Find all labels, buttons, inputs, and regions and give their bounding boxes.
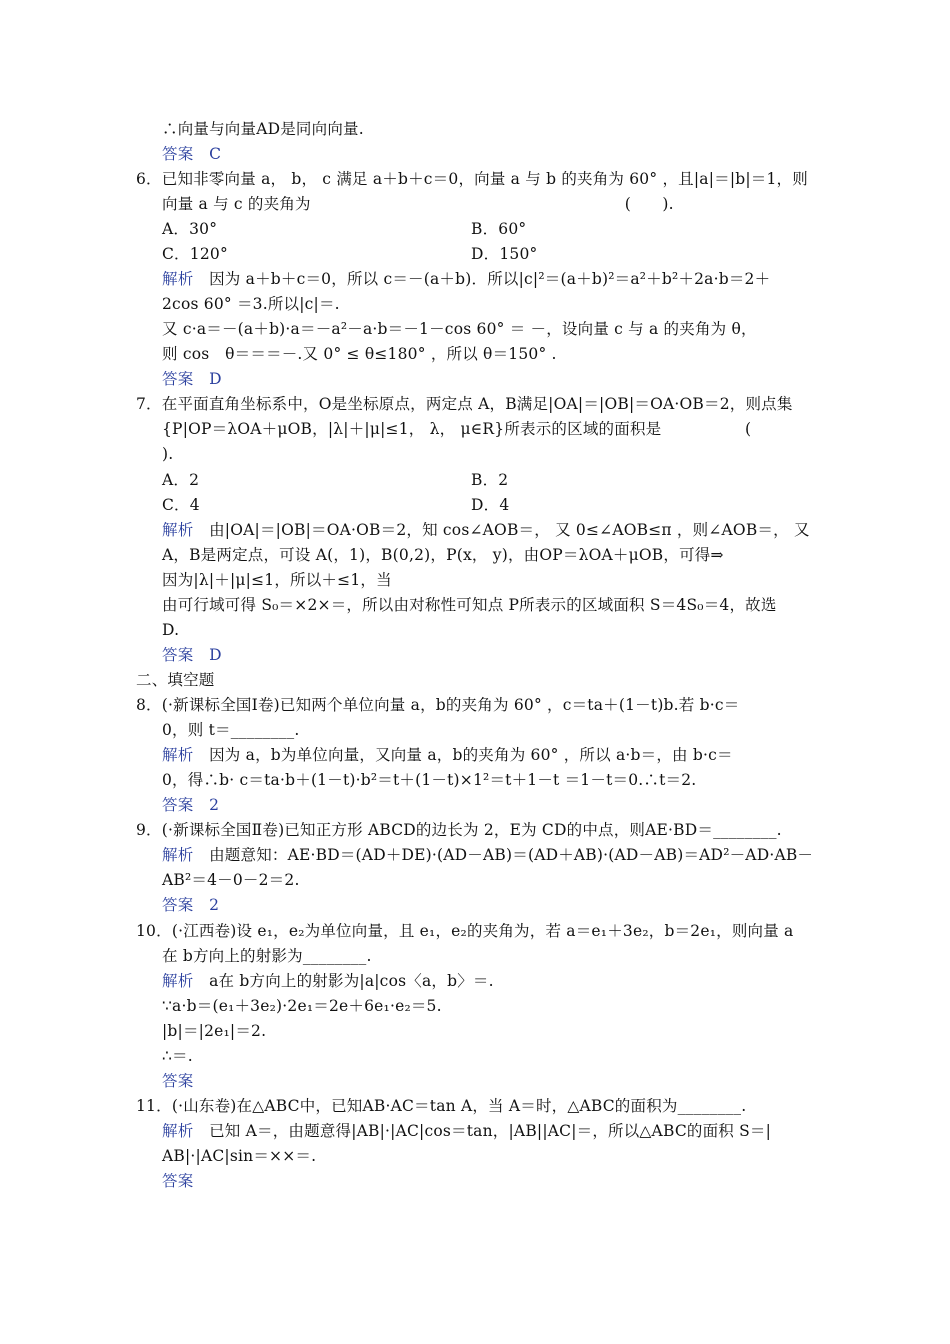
answer-line: 答案 D bbox=[162, 370, 222, 388]
analysis-text: a在 b方向上的射影为|a|cos〈a，b〉＝. bbox=[193, 972, 494, 990]
analysis-text: 已知 A＝，由题意得|AB|·|AC|cos＝tan，|AB||AC|＝，所以△ABC的面积 S＝| bbox=[193, 1122, 772, 1140]
text-line: ∴向量与向量AD是同向向量. bbox=[162, 120, 364, 138]
text-line: ∴＝. bbox=[162, 1047, 193, 1065]
text-line: 向量 a 与 c 的夹角为 ( ). bbox=[162, 195, 674, 213]
text-line: 因为|λ|＋|μ|≤1，所以＋≤1，当 bbox=[162, 571, 392, 589]
analysis-label: 解析 bbox=[162, 521, 194, 539]
text-line: 0，得∴b· c＝ta·b＋(1－t)·b²＝t＋(1－t)×1²＝t＋1－t ＝1－t＝0.∴t＝2. bbox=[162, 771, 697, 789]
text-line: B．60° bbox=[471, 220, 527, 238]
text-line: 二、填空题 bbox=[136, 671, 215, 689]
answer-line: 答案 2 bbox=[162, 896, 220, 914]
answer-line: 答案 D bbox=[162, 646, 222, 664]
analysis-line bbox=[162, 971, 494, 991]
text-line: D. bbox=[162, 621, 180, 639]
text-line: ∵a·b＝(e₁＋3e₂)·2e₁＝2e＋6e₁·e₂＝5. bbox=[162, 997, 442, 1015]
text-line: ). bbox=[162, 445, 174, 463]
text-line: A．2 bbox=[162, 471, 200, 489]
analysis-text: 因为 a＋b＋c＝0，所以 c＝－(a＋b)．所以|c|²＝(a＋b)²＝a²＋b²＋2a·b＝2＋ bbox=[193, 270, 771, 288]
text-line: 7．在平面直角坐标系中，O是坐标原点，两定点 A，B满足|OA|＝|OB|＝OA·OB＝2，则点集 bbox=[136, 395, 793, 413]
analysis-line bbox=[162, 1121, 771, 1141]
text-line: A．30° bbox=[162, 220, 218, 238]
analysis-label: 解析 bbox=[162, 846, 194, 864]
text-line: B．2 bbox=[471, 471, 509, 489]
text-line: 2cos 60° ＝3.所以|c|＝. bbox=[162, 295, 340, 313]
text-line: 在 b方向上的射影为________. bbox=[162, 947, 372, 965]
analysis-line bbox=[162, 745, 733, 765]
answer-line: 答案 bbox=[162, 1172, 194, 1190]
text-line: 9．(·新课标全国Ⅱ卷)已知正方形 ABCD的边长为 2，E为 CD的中点，则AE·BD＝________. bbox=[136, 821, 782, 839]
analysis-line bbox=[162, 269, 770, 289]
text-line: 0，则 t＝________. bbox=[162, 721, 300, 739]
text-line: C．120° bbox=[162, 245, 228, 263]
text-line: {P|OP＝λOA＋μOB，|λ|＋|μ|≤1， λ， μ∈R}所表示的区域的面积是 ( bbox=[162, 420, 752, 438]
analysis-line bbox=[162, 845, 813, 865]
text-line: 8．(·新课标全国Ⅰ卷)已知两个单位向量 a，b的夹角为 60° ，c＝ta＋(1－t)b.若 b·c＝ bbox=[136, 696, 740, 714]
answer-line: 答案 2 bbox=[162, 796, 220, 814]
text-line: 10．(·江西卷)设 e₁，e₂为单位向量，且 e₁，e₂的夹角为，若 a＝e₁＋3e₂，b＝2e₁，则向量 a bbox=[136, 922, 794, 940]
text-line: |b|＝|2e₁|＝2. bbox=[162, 1022, 267, 1040]
analysis-text: 因为 a，b为单位向量，又向量 a，b的夹角为 60° ，所以 a·b＝，由 b·c＝ bbox=[193, 746, 733, 764]
text-line: 6．已知非零向量 a， b， c 满足 a＋b＋c＝0，向量 a 与 b 的夹角为 60° ，且|a|＝|b|＝1，则 bbox=[136, 170, 808, 188]
analysis-label: 解析 bbox=[162, 746, 194, 764]
text-line: A，B是两定点，可设 A(，1)，B(0,2)，P(x， y)，由OP＝λOA＋μOB，可得⇒ bbox=[162, 546, 724, 564]
text-line: 则 cos θ＝＝＝－.又 0° ≤ θ≤180° ，所以 θ＝150° . bbox=[162, 345, 557, 363]
answer-line: 答案 bbox=[162, 1072, 194, 1090]
analysis-text: 由|OA|＝|OB|＝OA·OB＝2，知 cos∠AOB＝， 又 0≤∠AOB≤π ，则∠AOB＝， 又 bbox=[193, 521, 810, 539]
answer-line: 答案 C bbox=[162, 145, 222, 163]
analysis-line bbox=[162, 520, 810, 540]
text-line: 又 c·a＝－(a＋b)·a＝－a²－a·b＝－1－cos 60° ＝ －，设向量 c 与 a 的夹角为 θ， bbox=[162, 320, 757, 338]
text-line: 11．(·山东卷)在△ABC中，已知AB·AC＝tan A，当 A＝时，△ABC的面积为________. bbox=[136, 1097, 747, 1115]
analysis-text: 由题意知：AE·BD＝(AD＋DE)·(AD－AB)＝(AD＋AB)·(AD－AB)＝AD²－AD·AB－ bbox=[193, 846, 814, 864]
text-line: AB²＝4－0－2＝2. bbox=[162, 871, 300, 889]
text-line: D．4 bbox=[471, 496, 510, 514]
analysis-label: 解析 bbox=[162, 972, 194, 990]
text-line: C．4 bbox=[162, 496, 200, 514]
analysis-label: 解析 bbox=[162, 1122, 194, 1140]
text-line: AB|·|AC|sin＝××＝. bbox=[162, 1147, 317, 1165]
text-line: D．150° bbox=[471, 245, 538, 263]
text-line: 由可行域可得 S₀＝×2×＝，所以由对称性可知点 P所表示的区域面积 S＝4S₀＝4，故选 bbox=[162, 596, 777, 614]
analysis-label: 解析 bbox=[162, 270, 194, 288]
